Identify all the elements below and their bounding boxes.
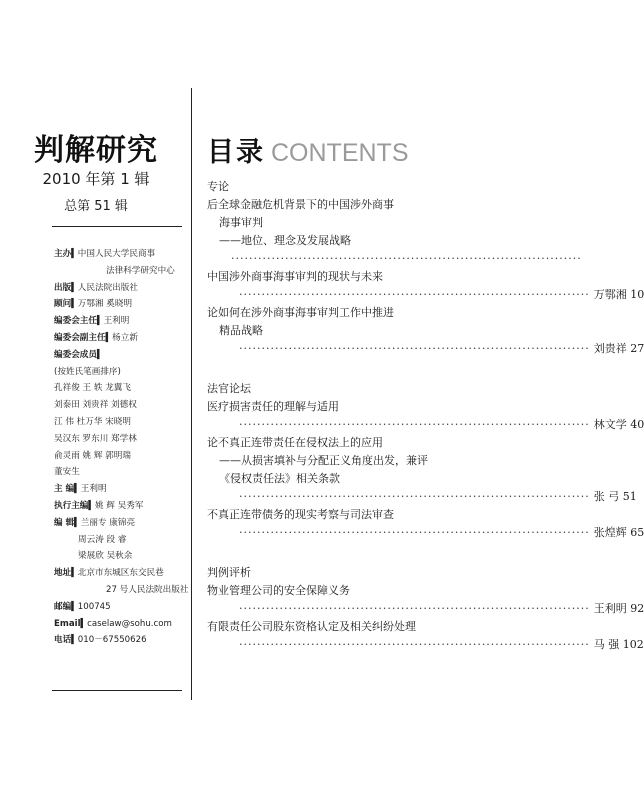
staff-row — [54, 481, 190, 498]
staff-label: 主 编▍ — [54, 484, 81, 495]
staff-value: 100745 — [77, 601, 111, 612]
staff-row — [54, 397, 190, 414]
total-issue: 总第 51 辑 — [64, 199, 128, 214]
staff-row — [54, 548, 190, 565]
toc-entry-author: 王利明 92 — [593, 602, 644, 615]
staff-value: 万鄂湘 奚晓明 — [77, 299, 133, 310]
staff-row — [54, 313, 190, 330]
staff-row — [54, 380, 190, 397]
staff-label: 电话▍ — [54, 635, 78, 646]
toc-entry-subtitle: ——从损害填补与分配正义角度出发，兼评 — [219, 454, 428, 467]
staff-value: 王利明 — [80, 484, 107, 495]
staff-row — [54, 532, 190, 549]
staff-row — [54, 616, 190, 633]
staff-value: 梁展欣 吴秋余 — [78, 551, 133, 562]
staff-value: 江 伟 杜万华 宋晓明 — [54, 416, 131, 427]
toc-page-line — [207, 636, 644, 654]
staff-value: 兰丽专 康锦亮 — [80, 517, 136, 528]
toc-page-line — [207, 488, 637, 506]
staff-row — [54, 515, 190, 532]
staff-label: 出版▍ — [54, 282, 78, 293]
rule-top — [52, 226, 182, 227]
staff-value: 27 号人民法院出版社 — [106, 584, 189, 595]
toc-entry-author: 马 强 102 — [593, 638, 644, 651]
staff-label: 顾问▍ — [54, 299, 78, 310]
rule-bottom — [52, 690, 182, 691]
masthead — [0, 0, 192, 785]
staff-value: 俞灵雨 姚 辉 郭明瑞 — [54, 450, 131, 461]
leader-dots: ·············································································· — [239, 490, 590, 503]
toc-entry-author: 万鄂湘 10 — [593, 288, 644, 301]
staff-row — [54, 464, 190, 481]
toc-page-line — [207, 600, 644, 618]
toc-entry-subtitle: ——地位、理念及发展战略 — [219, 234, 351, 247]
toc-heading-zh: 目录 — [207, 137, 265, 168]
staff-row — [54, 582, 190, 599]
staff-value: 董安生 — [54, 467, 80, 478]
staff-label: 编委会主任▍ — [54, 316, 104, 327]
toc-page-line — [207, 416, 644, 434]
staff-value: 周云涛 段 睿 — [78, 534, 127, 545]
toc-page-line — [207, 286, 644, 304]
toc-entry-author: 张 弓 51 — [593, 490, 637, 503]
staff-value: 吴汉东 罗东川 郑学林 — [54, 433, 137, 444]
journal-title: 判解研究 — [34, 133, 158, 168]
toc-section-title: 法官论坛 — [207, 382, 251, 395]
staff-row — [54, 263, 190, 280]
staff-row — [54, 498, 190, 515]
staff-value: 北京市东城区东交民巷 — [77, 568, 164, 579]
table-of-contents — [207, 178, 644, 654]
staff-row — [54, 414, 190, 431]
staff-row — [54, 246, 190, 263]
toc-entry-author: 林文学 40 — [593, 418, 644, 431]
staff-label: 编委会成员▍ — [54, 349, 104, 360]
leader-dots: ·············································································· — [239, 638, 590, 651]
staff-value: (按姓氏笔画排序) — [54, 366, 121, 377]
toc-entry-author: 张煌辉 65 — [593, 526, 644, 539]
leader-dots: ·············································································· — [239, 288, 590, 301]
staff-value: 王利明 — [103, 316, 130, 327]
leader-dots: ·············································································· — [239, 418, 590, 431]
toc-entry-title: 物业管理公司的安全保障义务 — [207, 584, 350, 597]
toc-section-title: 专论 — [207, 180, 229, 193]
toc-entry-author: 刘贵祥 27 — [593, 342, 644, 355]
toc-entry-title: 医疗损害责任的理解与适用 — [207, 400, 339, 413]
staff-row — [54, 599, 190, 616]
toc-entry-title: 论不真正连带责任在侵权法上的应用 — [207, 436, 383, 449]
staff-value: 法律科学研究中心 — [106, 265, 175, 276]
staff-row — [54, 347, 190, 364]
staff-label: 邮编▍ — [54, 601, 78, 612]
staff-row — [54, 565, 190, 582]
toc-entry-title: 中国涉外商事海事审判的现状与未来 — [207, 270, 383, 283]
staff-row — [54, 364, 190, 381]
staff-label: 主办▍ — [54, 249, 78, 259]
staff-value: 人民法院出版社 — [77, 282, 138, 293]
staff-label: 编 辑▍ — [54, 517, 81, 528]
staff-row — [54, 431, 190, 448]
staff-value: 刘泰田 刘贵祥 刘德权 — [54, 400, 137, 411]
staff-label: Email▍ — [54, 618, 88, 629]
staff-label: 地址▍ — [54, 568, 78, 579]
leader-dots: ·············································································· — [239, 526, 590, 539]
toc-entry-title: 不真正连带债务的现实考察与司法审查 — [207, 508, 394, 521]
issue-number: 2010 年第 1 辑 — [42, 170, 150, 188]
staff-row — [54, 448, 190, 465]
staff-label: 执行主编▍ — [54, 500, 95, 511]
staff-value: 010－67550626 — [77, 635, 147, 646]
staff-value: 杨立新 — [112, 332, 138, 343]
toc-entry-title: 有限责任公司股东资格认定及相关纠纷处理 — [207, 620, 416, 633]
toc-page-line — [207, 524, 644, 542]
staff-label: 编委会副主任▍ — [54, 332, 113, 343]
staff-value: caselaw@sohu.com — [87, 618, 172, 629]
column-divider — [191, 88, 192, 700]
toc-page-line — [207, 340, 644, 358]
toc-heading — [207, 130, 409, 169]
leader-dots: ·············································································· — [239, 602, 590, 615]
toc-heading-en: CONTENTS — [271, 139, 409, 167]
toc-entry-subtitle: 《侵权责任法》相关条款 — [219, 472, 340, 485]
staff-value: 孔祥俊 王 轶 龙翼飞 — [54, 383, 131, 394]
leader-dots: ·············································································· — [239, 342, 590, 355]
toc-entry-title: 论如何在涉外商事海事审判工作中推进 — [207, 306, 394, 319]
toc-entry-title: 海事审判 — [219, 216, 263, 229]
staff-row — [54, 296, 190, 313]
toc-entry-title: 后全球金融危机背景下的中国涉外商事 — [207, 198, 394, 211]
staff-row — [54, 330, 190, 347]
staff-value: 中国人民大学民商事 — [77, 249, 156, 259]
staff-row — [54, 632, 190, 649]
staff-row — [54, 280, 190, 297]
toc-entry-title: 精品战略 — [219, 324, 263, 337]
staff-value: 姚 辉 吴秀军 — [94, 500, 144, 511]
editorial-staff — [54, 246, 190, 649]
leader-dots: ·············································································· — [231, 252, 582, 265]
toc-section-title: 判例评析 — [207, 566, 251, 579]
